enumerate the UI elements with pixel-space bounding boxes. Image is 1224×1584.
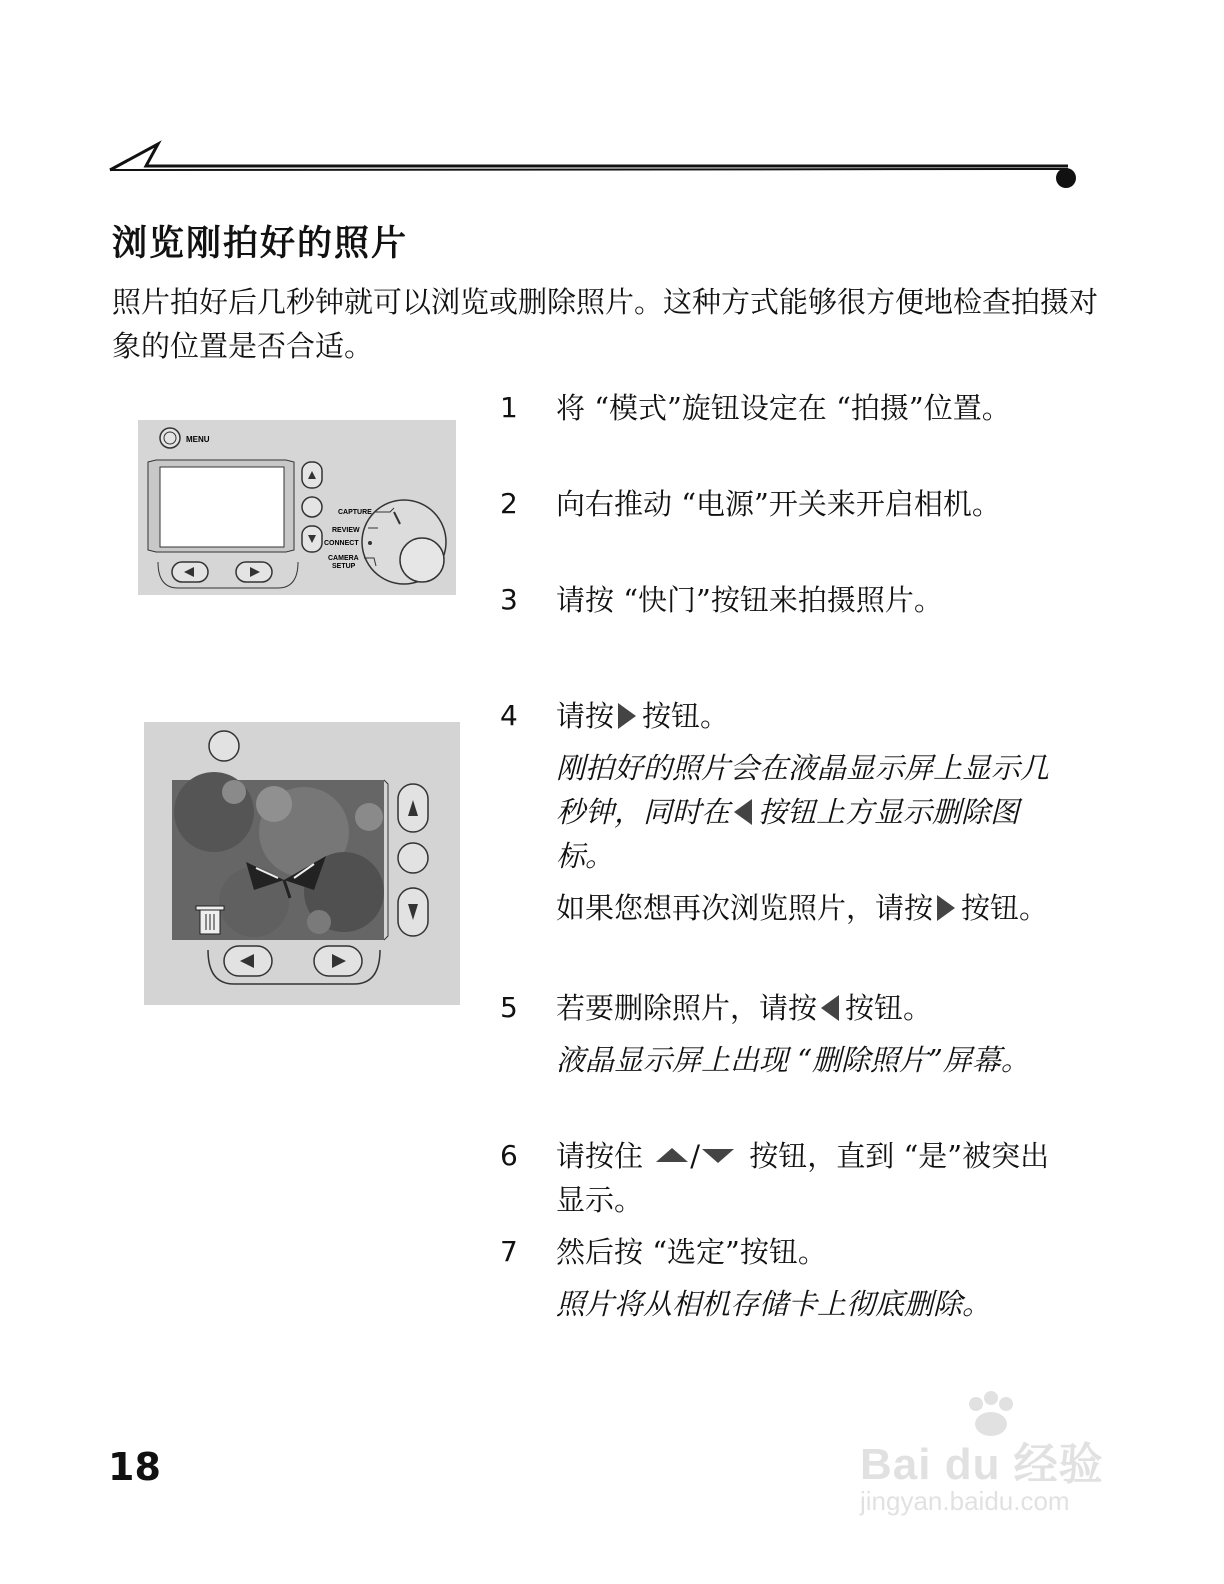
step-note: 照片将从相机存储卡上彻底删除。 — [556, 1287, 992, 1321]
baidu-watermark — [860, 1390, 1160, 1530]
step-text: 请按 — [556, 699, 615, 733]
step-text: 请按 “快门”按钮来拍摄照片。 — [556, 583, 943, 617]
intro-paragraph: 照片拍好后几秒钟就可以浏览或删除照片。这种方式能够很方便地检查拍摄对象的位置是否合适。 — [112, 285, 1099, 363]
up-arrow-icon — [656, 1148, 688, 1162]
step-text: 然后按 “选定”按钮。 — [556, 1235, 827, 1269]
step-text: 请按住 — [556, 1139, 644, 1173]
dial-label-camera: CAMERA — [328, 555, 359, 562]
trash-icon — [196, 906, 224, 934]
watermark-main: Bai du 经验 — [860, 1440, 1104, 1489]
step-extra: 如果您想再次浏览照片，请按 — [556, 891, 934, 925]
step-text: 按钮，直到 “是”被突出显示。 — [556, 1139, 1050, 1217]
dial-label-connect: CONNECT — [324, 540, 359, 547]
dial-label-review: REVIEW — [332, 527, 360, 534]
left-arrow-icon — [821, 995, 839, 1021]
step-note: 按钮上方显示删除图标。 — [556, 795, 1020, 873]
down-arrow-icon — [702, 1149, 734, 1163]
camera-review-figure — [144, 722, 460, 1005]
step-number: 2 — [500, 487, 518, 520]
slash: / — [690, 1139, 701, 1173]
step-number: 1 — [500, 391, 518, 424]
step-note: 液晶显示屏上出现 “删除照片”屏幕。 — [556, 1043, 1030, 1077]
step-note: 刚拍好的照片会在液晶显示屏上显示几秒钟，同时在 — [556, 751, 1050, 829]
right-arrow-icon — [937, 895, 955, 921]
dial-label-setup: SETUP — [332, 563, 356, 570]
watermark-url: jingyan.baidu.com — [860, 1486, 1070, 1516]
step-text: 按钮。 — [845, 991, 933, 1025]
step-number: 5 — [500, 991, 518, 1024]
step-text: 按钮。 — [642, 699, 730, 733]
header-rule — [108, 140, 1088, 200]
step-number: 4 — [500, 699, 518, 732]
step-number: 3 — [500, 583, 518, 616]
step-text: 向右推动 “电源”开关来开启相机。 — [556, 487, 1001, 521]
camera-mode-dial-figure — [138, 420, 456, 595]
step-text: 若要删除照片，请按 — [556, 991, 818, 1025]
step-extra: 按钮。 — [961, 891, 1049, 925]
page-number: 18 — [108, 1445, 161, 1489]
left-arrow-icon — [734, 799, 752, 825]
section-heading: 浏览刚拍好的照片 — [112, 224, 409, 264]
step-number: 7 — [500, 1235, 518, 1268]
right-arrow-icon — [618, 703, 636, 729]
dial-label-capture: CAPTURE — [338, 509, 372, 516]
step-number: 6 — [500, 1139, 518, 1172]
step-text: 将 “模式”旋钮设定在 “拍摄”位置。 — [556, 391, 1011, 425]
menu-label: MENU — [186, 435, 210, 444]
